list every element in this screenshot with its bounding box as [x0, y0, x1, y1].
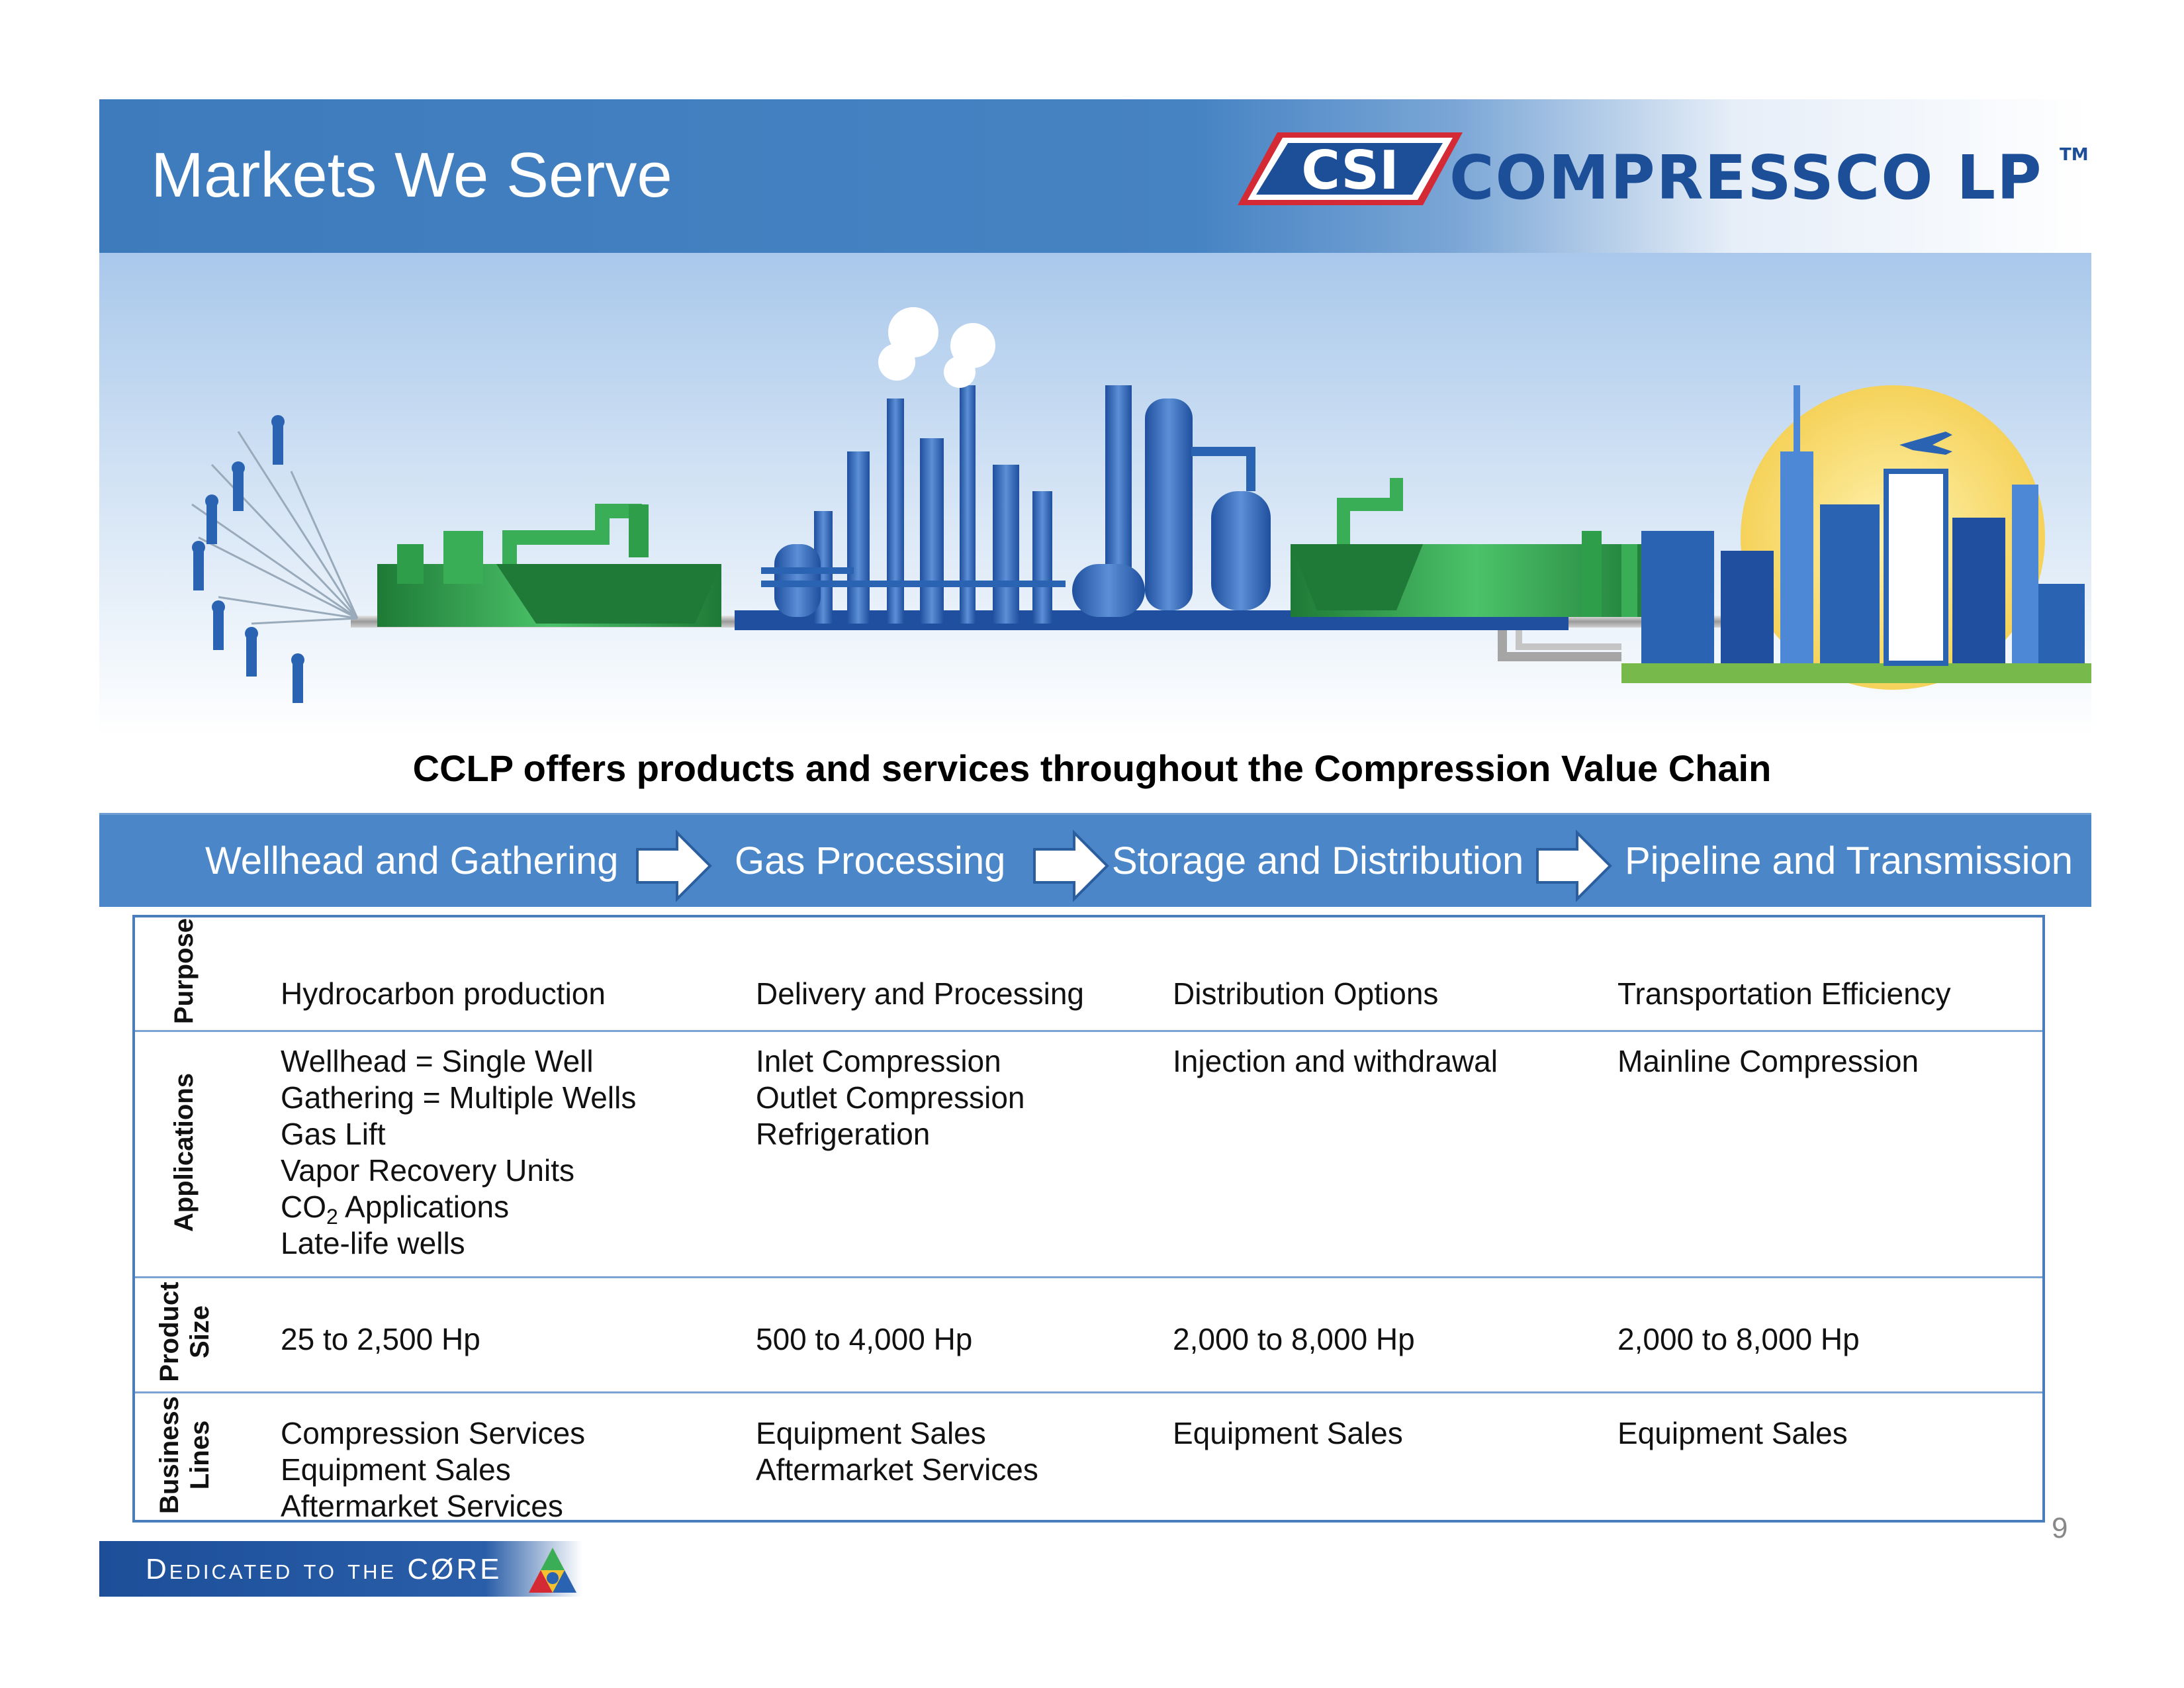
applications-item: Late-life wells [281, 1226, 465, 1260]
business-line-item: Equipment Sales [1617, 1416, 1848, 1450]
business-line-item: Aftermarket Services [756, 1452, 1038, 1487]
business-line-item: Aftermarket Services [281, 1489, 563, 1523]
applications-item: Wellhead = Single Well [281, 1044, 594, 1078]
business-lines-cell [1617, 1415, 1848, 1452]
business-line-item: Equipment Sales [1173, 1416, 1403, 1450]
applications-cell [1617, 1043, 1919, 1080]
applications-cell [1173, 1043, 1498, 1080]
row-label-product-size-line2: Size [185, 1305, 214, 1359]
logo-trademark: TM [2060, 145, 2089, 165]
subtitle: CCLP offers products and services throughout the Compression Value Chain [412, 747, 1772, 789]
purpose-cell: Transportation Efficiency [1617, 976, 1951, 1011]
row-label-purpose: Purpose [169, 917, 199, 1025]
business-lines-cell [756, 1415, 1038, 1488]
right-arrow-icon [1031, 829, 1111, 902]
business-line-item: Equipment Sales [756, 1416, 986, 1450]
product-size-cell: 2,000 to 8,000 Hp [1617, 1322, 1860, 1356]
compressco-logo [1224, 126, 2089, 225]
csi-logo-mark [1238, 132, 1463, 205]
chain-step-pipeline: Pipeline and Transmission [1625, 839, 2073, 882]
footer-band [99, 1541, 582, 1597]
business-line-item: Compression Services [281, 1416, 586, 1450]
product-size-cell: 25 to 2,500 Hp [281, 1322, 480, 1356]
business-line-item: Equipment Sales [281, 1452, 511, 1487]
row-divider [135, 1276, 2042, 1278]
right-arrow-icon [634, 829, 713, 902]
chain-step-wellhead: Wellhead and Gathering [205, 839, 619, 882]
applications-cell [756, 1043, 1025, 1152]
row-label-business-lines-line1: Business [155, 1396, 184, 1514]
applications-item-co2 [281, 1189, 636, 1229]
right-arrow-icon [1534, 829, 1614, 902]
row-label-business-lines-line2: Lines [185, 1420, 214, 1490]
co2-subscript: 2 [326, 1205, 338, 1229]
applications-item: Refrigeration [756, 1117, 931, 1151]
svg-text:CSI: CSI [1301, 140, 1399, 201]
chain-step-storage: Storage and Distribution [1112, 839, 1524, 882]
applications-item: Gathering = Multiple Wells [281, 1080, 637, 1115]
applications-item: Inlet Compression [756, 1044, 1001, 1078]
product-size-cell: 2,000 to 8,000 Hp [1173, 1322, 1415, 1356]
market-table [132, 915, 2045, 1523]
row-label-product-size-line1: Product [155, 1282, 184, 1382]
product-size-cell: 500 to 4,000 Hp [756, 1322, 973, 1356]
purpose-cell: Delivery and Processing [756, 976, 1085, 1011]
applications-item: Vapor Recovery Units [281, 1153, 574, 1188]
header-band [99, 99, 2091, 253]
co2-text: CO [281, 1190, 326, 1224]
logo-wordmark: COMPRESSCO LP [1449, 142, 2043, 213]
business-lines-cell [281, 1415, 585, 1524]
row-label-applications: Applications [169, 1072, 199, 1233]
value-chain-illustration [99, 253, 2091, 736]
applications-cell [281, 1043, 636, 1262]
purpose-cell: Distribution Options [1173, 976, 1439, 1011]
applications-item: Mainline Compression [1617, 1044, 1919, 1078]
applications-item: Outlet Compression [756, 1080, 1025, 1115]
value-chain-band [99, 813, 2091, 907]
footer-tagline: Dedicated to the CØRE [146, 1553, 502, 1585]
page-number: 9 [2052, 1512, 2068, 1544]
page-title: Markets We Serve [151, 140, 672, 211]
row-label-business-lines [154, 1376, 215, 1534]
co2-applications-text: Applications [338, 1190, 510, 1224]
chain-step-gas-processing: Gas Processing [735, 839, 1006, 882]
applications-item: Injection and withdrawal [1173, 1044, 1498, 1078]
applications-item: Gas Lift [281, 1117, 386, 1151]
business-lines-cell [1173, 1415, 1403, 1452]
row-divider [135, 1030, 2042, 1032]
purpose-cell: Hydrocarbon production [281, 976, 606, 1011]
core-triangle-icon [526, 1545, 579, 1595]
row-divider [135, 1391, 2042, 1393]
